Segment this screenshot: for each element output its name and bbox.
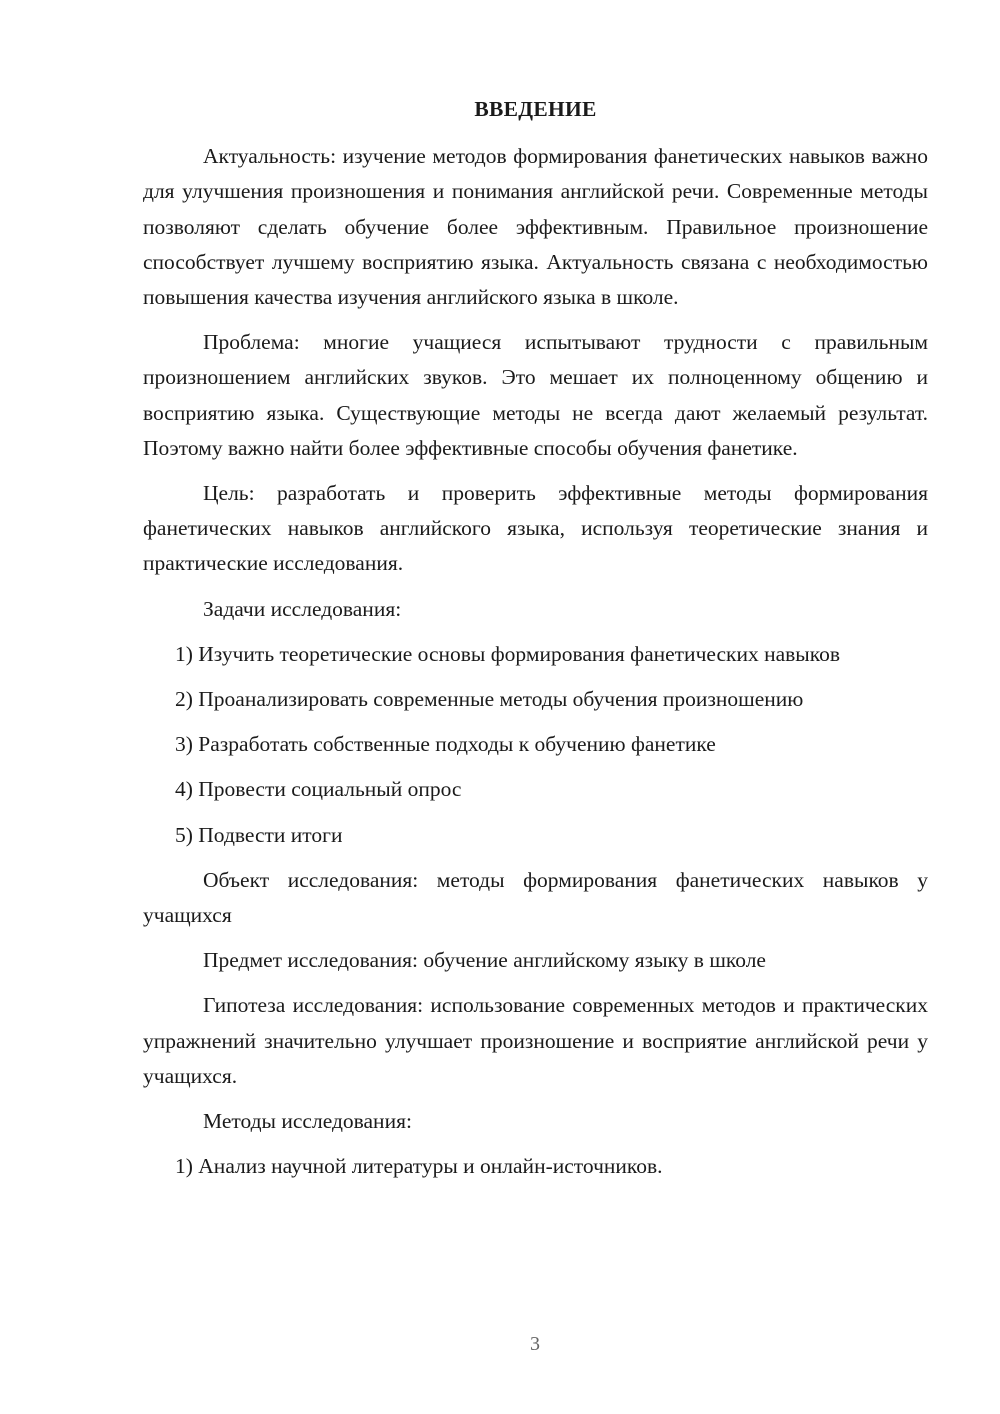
task-item-4: 4) Провести социальный опрос xyxy=(175,777,462,802)
hypothesis-paragraph: Гипотеза исследования: использование современных методов и практических упражнений значительно улучшает произношение и восприятие английской речи у учащихся. xyxy=(143,993,928,1088)
object-paragraph: Объект исследования: методы формирования фанетических навыков у учащихся xyxy=(143,867,928,928)
task-item-5: 5) Подвести итоги xyxy=(175,822,343,847)
method-item-1: 1) Анализ научной литературы и онлайн-источников. xyxy=(175,1154,663,1179)
section-title: ВВЕДЕНИЕ xyxy=(474,97,597,121)
methods-heading: Методы исследования: xyxy=(203,1109,412,1134)
goal-paragraph: Цель: разработать и проверить эффективные методы формирования фанетических навыков английского языка, используя теоретические знания и практические исследования. xyxy=(143,481,928,576)
document-page xyxy=(143,92,928,1194)
page-number: 3 xyxy=(530,1333,540,1355)
task-item-1: 1) Изучить теоретические основы формирования фанетических навыков xyxy=(175,641,840,666)
tasks-heading: Задачи исследования: xyxy=(203,596,402,621)
task-item-2: 2) Проанализировать современные методы обучения произношению xyxy=(175,687,804,712)
task-item-3: 3) Разработать собственные подходы к обучению фанетике xyxy=(175,732,716,757)
subject-paragraph: Предмет исследования: обучение английскому языку в школе xyxy=(203,948,766,973)
problem-paragraph: Проблема: многие учащиеся испытывают трудности с правильным произношением английских звуков. Это мешает их полноценному общению и восприятию языка. Существующие методы не всегда дают желаемый результат. Поэтому важно найти более эффективные способы обучения фанетике. xyxy=(143,330,928,460)
relevance-paragraph: Актуальность: изучение методов формирования фанетических навыков важно для улучшения произношения и понимания английской речи. Современные методы позволяют сделать обучение более эффективным. Правильное произношение способствует лучшему восприятию языка. Актуальность связана с необходимостью повышения качества изучения английского языка в школе. xyxy=(143,144,928,310)
